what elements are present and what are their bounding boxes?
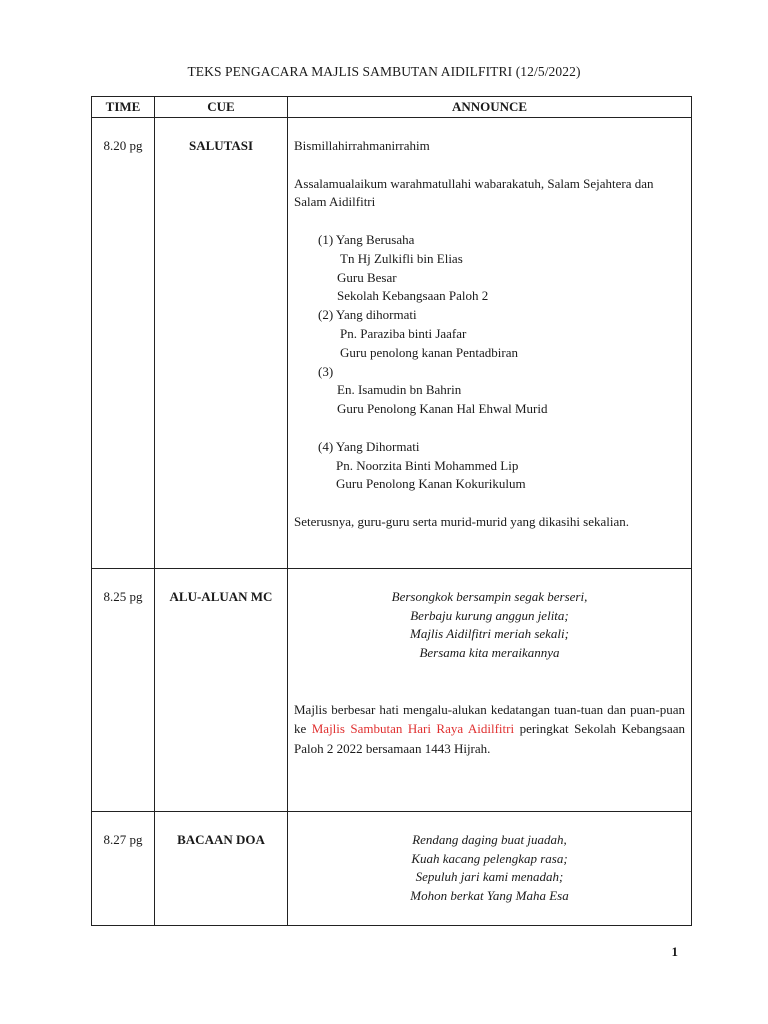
dignitary-role: Guru Besar (337, 269, 397, 285)
opening-line: Bismillahirrahmanirrahim (294, 138, 430, 153)
cue-cell: BACAAN DOA (155, 812, 288, 926)
announce-cell (288, 569, 692, 812)
dignitary-name: En. Isamudin bn Bahrin (337, 382, 462, 398)
schedule-table (91, 96, 692, 926)
table-row (92, 569, 692, 812)
document-title: TEKS PENGACARA MAJLIS SAMBUTAN AIDILFITRI (12/5/2022) (187, 64, 581, 79)
verse-line: Kuah kacang pelengkap rasa; (411, 850, 568, 866)
dignitary-number: (3) (318, 363, 334, 379)
announce-cell (288, 812, 692, 926)
welcome-text: Majlis berbesar hati mengalu-alukan kedatangan tuan-tuan dan puan-puan ke (294, 701, 685, 737)
time-cell: 8.25 pg (92, 569, 155, 812)
table-header-row (92, 97, 692, 118)
verse-line: Sepuluh jari kami menadah; (415, 869, 564, 884)
dignitary-number: (1) Yang Berusaha (318, 231, 415, 247)
dignitary-name: Pn. Paraziba binti Jaafar (340, 325, 467, 341)
dignitary-name: Pn. Noorzita Binti Mohammed Lip (336, 457, 519, 473)
header-time: TIME (92, 97, 155, 118)
dignitary-name: Tn Hj Zulkifli bin Elias (340, 250, 463, 266)
closing-line: Seterusnya, guru-guru serta murid-murid yang dikasihi sekalian. (294, 513, 630, 529)
pantun-verse (294, 831, 685, 905)
dignitary-number: (4) Yang Dihormati (318, 438, 420, 454)
time-cell: 8.20 pg (92, 118, 155, 569)
header-cue: CUE (155, 97, 288, 118)
announce-cell (288, 118, 692, 569)
dignitary-role: Guru Penolong Kanan Hal Ehwal Murid (337, 401, 548, 417)
cue-cell: ALU-ALUAN MC (155, 569, 288, 812)
dignitary-role: Sekolah Kebangsaan Paloh 2 (337, 288, 489, 304)
verse-line: Berbaju kurung anggun jelita; (410, 607, 569, 623)
dignitary-role: Guru Penolong Kanan Kokurikulum (336, 476, 526, 492)
welcome-text-end: peringkat Sekolah Kebangsaan Paloh 2 2022 bersamaan 1443 Hijrah. (294, 721, 685, 756)
verse-line: Majlis Aidilfitri meriah sekali; (409, 626, 569, 641)
event-name-highlight: Majlis Sambutan Hari Raya Aidilfitri (311, 721, 515, 737)
verse-line: Rendang daging buat juadah, (412, 832, 567, 847)
dignitary-number: (2) Yang dihormati (318, 307, 417, 323)
verse-line: Bersongkok bersampin segak berseri, (391, 589, 588, 604)
page-number: 1 (671, 944, 678, 959)
welcome-paragraph (294, 700, 685, 759)
verse-line: Mohon berkat Yang Maha Esa (410, 887, 569, 903)
greeting-paragraph: Assalamualaikum warahmatullahi wabarakatuh, Salam Sejahtera dan Salam Aidilfitri (294, 175, 654, 210)
pantun-verse (294, 588, 685, 662)
cue-cell: SALUTASI (155, 118, 288, 569)
time-cell: 8.27 pg (92, 812, 155, 926)
dignitary-role: Guru penolong kanan Pentadbiran (340, 344, 518, 360)
verse-line: Bersama kita meraikannya (419, 644, 560, 660)
table-row (92, 812, 692, 926)
header-announce: ANNOUNCE (288, 97, 692, 118)
table-row (92, 118, 692, 569)
